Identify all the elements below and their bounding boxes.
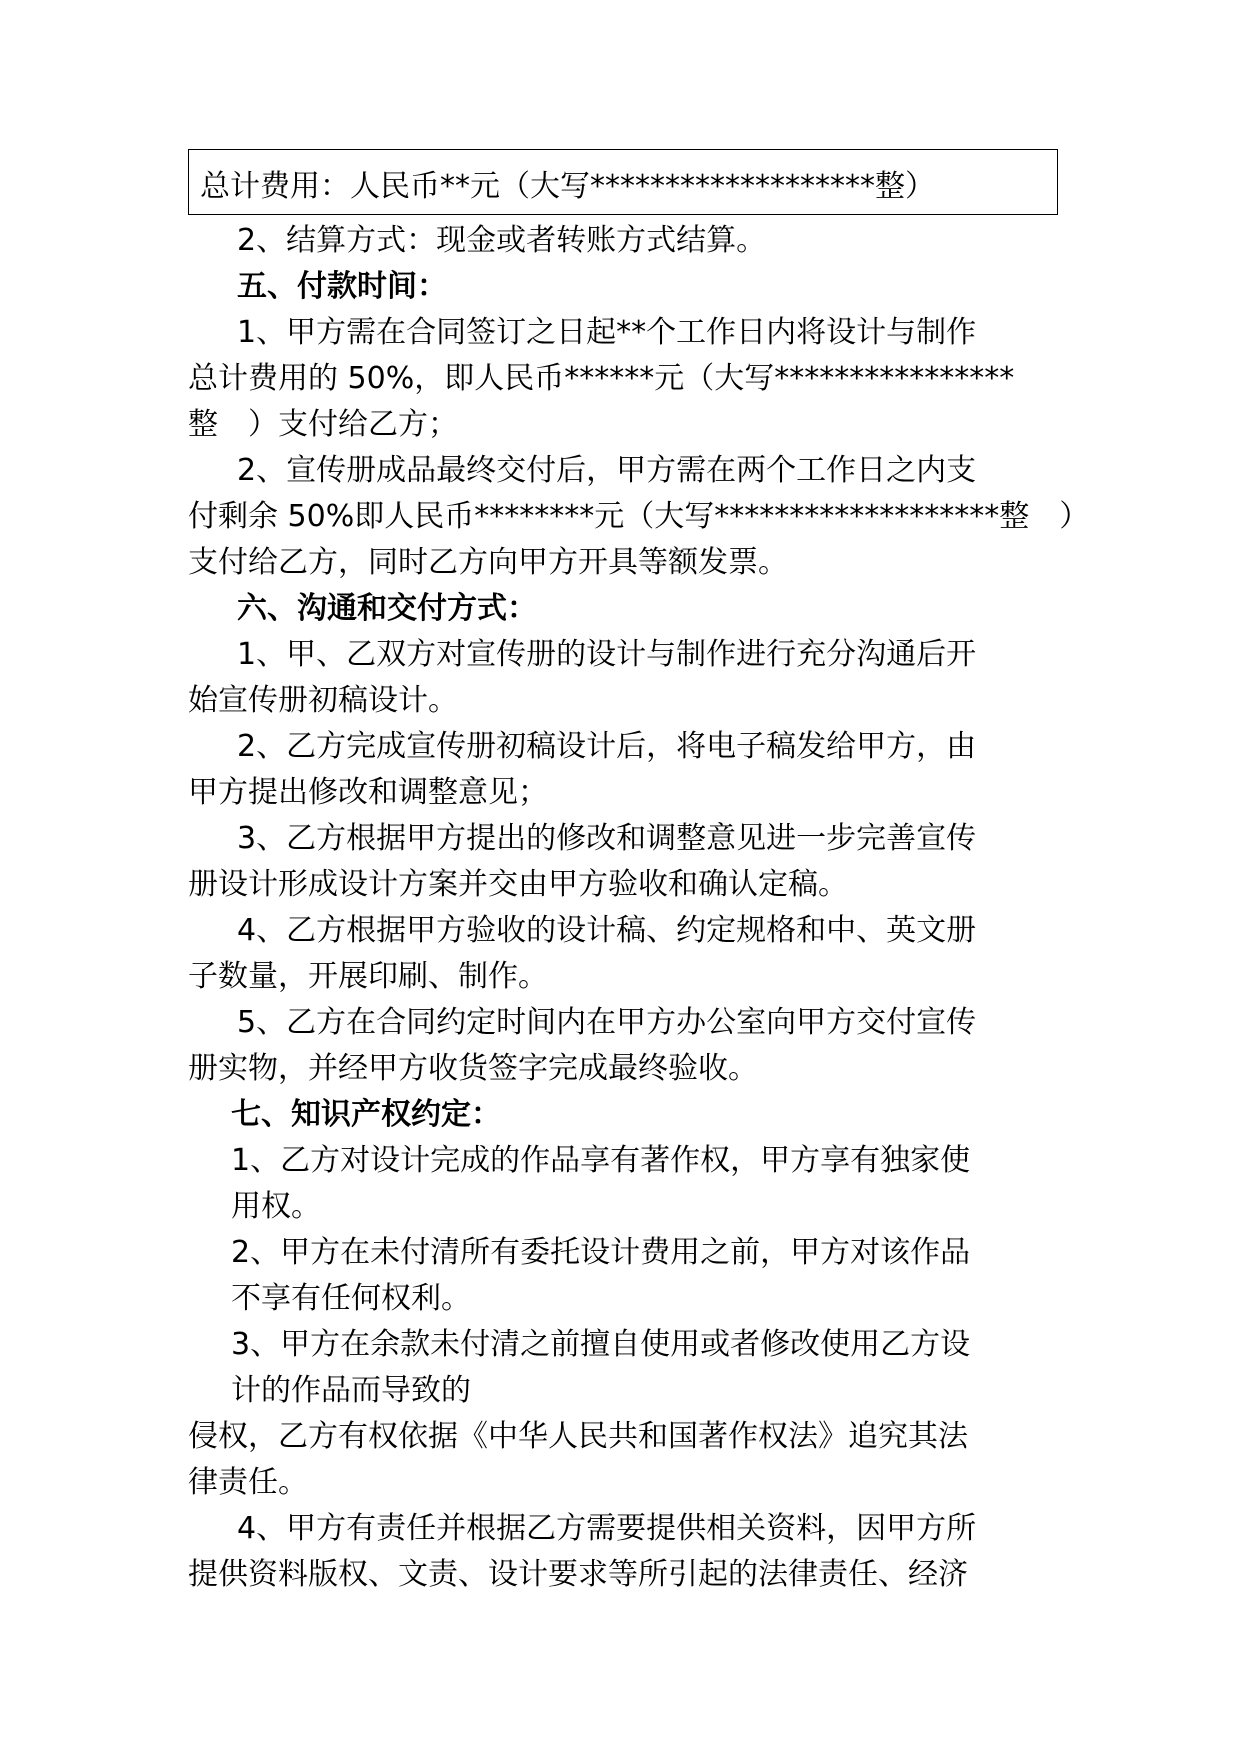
s7-p3-line2: 计的作品而导致的 <box>231 1373 471 1408</box>
s7-p3-line3: 侵权，乙方有权依据《中华人民共和国著作权法》追究其法 <box>188 1419 968 1454</box>
s7-p4-line2: 提供资料版权、文责、设计要求等所引起的法律责任、经济 <box>188 1557 968 1592</box>
s5-p1-line1: 1、甲方需在合同签订之日起**个工作日内将设计与制作 <box>237 315 977 350</box>
total-fee-text: 总计费用：人民币**元（大写*******************整） <box>200 169 935 204</box>
s7-p4-line1: 4、甲方有责任并根据乙方需要提供相关资料，因甲方所 <box>237 1511 977 1546</box>
s6-p1-line2: 始宣传册初稿设计。 <box>188 683 458 718</box>
s6-p4-line2: 子数量，开展印刷、制作。 <box>188 959 548 994</box>
s7-p3-line4: 律责任。 <box>188 1465 308 1500</box>
s6-p2-line2: 甲方提出修改和调整意见； <box>188 775 548 810</box>
s6-p4-line1: 4、乙方根据甲方验收的设计稿、约定规格和中、英文册 <box>237 913 977 948</box>
s7-p2-line2: 不享有任何权利。 <box>231 1281 471 1316</box>
s5-p2-line1: 2、宣传册成品最终交付后，甲方需在两个工作日之内支 <box>237 453 977 488</box>
s5-p2-line2: 付剩余 50%即人民币********元（大写*******************整 ） <box>188 499 1090 534</box>
s6-p3-line1: 3、乙方根据甲方提出的修改和调整意见进一步完善宣传 <box>237 821 977 856</box>
s6-p3-line2: 册设计形成设计方案并交由甲方验收和确认定稿。 <box>188 867 848 902</box>
s6-p1-line1: 1、甲、乙双方对宣传册的设计与制作进行充分沟通后开 <box>237 637 977 672</box>
s7-p2-line1: 2、甲方在未付清所有委托设计费用之前，甲方对该作品 <box>231 1235 971 1270</box>
s6-p5-line1: 5、乙方在合同约定时间内在甲方办公室向甲方交付宣传 <box>237 1005 977 1040</box>
section-5-heading: 五、付款时间： <box>237 269 447 304</box>
s7-p1-line1: 1、乙方对设计完成的作品享有著作权，甲方享有独家使 <box>231 1143 971 1178</box>
s6-p5-line2: 册实物，并经甲方收货签字完成最终验收。 <box>188 1051 758 1086</box>
s6-p2-line1: 2、乙方完成宣传册初稿设计后，将电子稿发给甲方，由 <box>237 729 977 764</box>
s5-p1-line2: 总计费用的 50%，即人民币******元（大写**************** <box>188 361 1015 396</box>
section-6-heading: 六、沟通和交付方式： <box>237 591 537 626</box>
s5-p2-line3: 支付给乙方，同时乙方向甲方开具等额发票。 <box>188 545 788 580</box>
section-7-heading: 七、知识产权约定： <box>231 1097 501 1132</box>
settlement-method: 2、结算方式：现金或者转账方式结算。 <box>237 223 767 258</box>
s7-p3-line1: 3、甲方在余款未付清之前擅自使用或者修改使用乙方设 <box>231 1327 971 1362</box>
s5-p1-line3: 整 ）支付给乙方； <box>188 407 458 442</box>
s7-p1-line2: 用权。 <box>231 1189 321 1224</box>
